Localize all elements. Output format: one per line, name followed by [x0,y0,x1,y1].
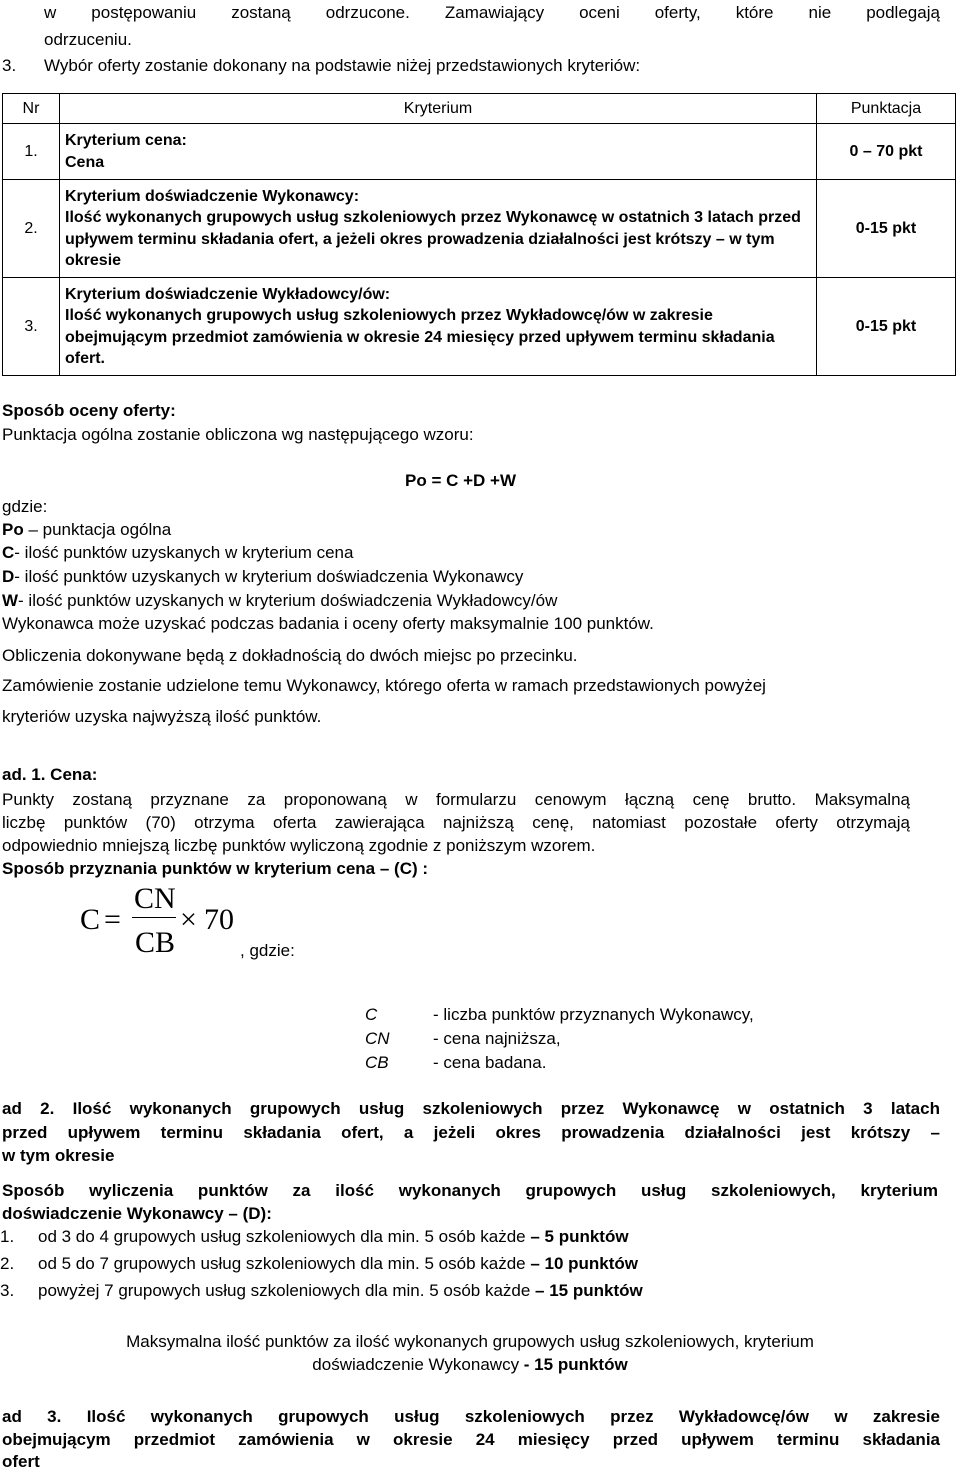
header-points: Punktacja [817,94,956,124]
criterion-title: Kryterium doświadczenie Wykonawcy: [65,188,360,206]
def-symbol: W [2,591,19,610]
formula-lhs: C [80,903,101,936]
scoring-where: gdzie: [2,497,48,516]
list-number: 2. [0,1254,15,1273]
row-points: 0 – 70 pkt [817,124,956,180]
ad2-summary-line-2 [0,1354,940,1377]
criterion-title: Kryterium doświadczenie Wykładowcy/ów: [65,286,391,304]
formula-denominator: CB [135,926,176,959]
list-points: – 15 punktów [530,1281,643,1300]
header-nr: Nr [3,94,60,124]
summary-text: doświadczenie Wykonawcy [312,1355,520,1374]
intro-line-1 [44,2,940,25]
table-row [3,124,956,180]
def-symbol: C [2,543,15,562]
criteria-table [2,93,956,376]
row-nr: 3. [3,278,60,376]
formula-equals: = [104,903,121,936]
def-symbol: D [2,567,15,586]
scoring-award-line-1: Zamówienie zostanie udzielone temu Wykonawcy, którego oferta w ramach przedstawionych powyżej [2,676,766,695]
formula-fraction-bar [132,917,176,918]
ad1-method: Sposób przyznania punktów w kryterium cena – (C) : [2,859,429,878]
intro-word: które [735,3,774,22]
legend-symbol: C [365,1005,378,1024]
intro-word: oferty, [654,3,701,22]
list-item [0,1253,950,1280]
list-text: od 3 do 4 grupowych usług szkoleniowych dla min. 5 osób każde [38,1227,526,1246]
ad2-method-line-1: Sposób wyliczenia punktów za ilość wykonanych grupowych usług szkoleniowych, kryterium [2,1181,938,1200]
criterion-body: Cena [65,153,105,171]
scoring-heading: Sposób oceny oferty: [2,401,176,420]
def-symbol: Po [2,520,24,539]
legend-text: - cena badana. [433,1053,547,1072]
ad1-heading: ad. 1. Cena: [2,765,98,784]
def-text: – punktacja ogólna [23,520,172,539]
criterion-body: Ilość wykonanych grupowych usług szkoleniowych przez Wykonawcę w ostatnich 3 latach przed upływem terminu składania ofert, a jeżeli okres prowadzenia działalności jest krótszy – w tym okresie [65,209,801,269]
formula-factor: 70 [204,903,234,936]
ad2-heading-line-2: przed upływem terminu składania ofert, a jeżeli okres prowadzenia działalności jest krótszy – [2,1123,940,1142]
row-points: 0-15 pkt [817,278,956,376]
intro-word: nie [808,3,832,22]
row-points: 0-15 pkt [817,180,956,278]
intro-word: Zamawiający [444,3,545,22]
scoring-precision: Obliczenia dokonywane będą z dokładnością do dwóch miejsc po przecinku. [2,646,578,665]
ad3-line-1: ad 3. Ilość wykonanych grupowych usług szkoleniowych przez Wykładowcę/ów w zakresie [2,1407,940,1426]
item-text: Wybór oferty zostanie dokonany na podstawie niżej przedstawionych kryteriów: [44,56,641,75]
legend-symbol: CN [365,1029,390,1048]
intro-item-3 [2,55,640,78]
scoring-intro: Punktacja ogólna zostanie obliczona wg następującego wzoru: [2,425,474,444]
list-points: – 10 punktów [525,1254,639,1273]
item-number: 3. [2,56,17,75]
formula-numerator: CN [134,882,176,915]
legend-symbol: CB [365,1053,389,1072]
list-text: od 5 do 7 grupowych usług szkoleniowych dla min. 5 osób każde [38,1254,526,1273]
table-header-row [3,94,956,124]
ad3-line-2: obejmującym przedmiot zamówienia w okresie 24 miesięcy przed upływem terminu składania [2,1430,940,1449]
definition-d [2,566,523,589]
definition-po [2,519,171,542]
table-row [3,180,956,278]
row-nr: 2. [3,180,60,278]
scoring-max: Wykonawca może uzyskać podczas badania i oceny oferty maksymalnie 100 punktów. [2,614,654,633]
legend-row-cb [365,1052,546,1075]
ad2-heading-line-1 [2,1098,940,1121]
intro-word: podlegają [866,3,940,22]
definition-w [2,590,557,613]
list-number: 3. [0,1281,15,1300]
header-criterion: Kryterium [60,94,817,124]
scoring-award-line-2: kryteriów uzyska najwyższą ilość punktów. [2,707,322,726]
def-text: - ilość punktów uzyskanych w kryterium doświadczenia Wykładowcy/ów [18,591,558,610]
row-nr: 1. [3,124,60,180]
intro-word: w [44,3,57,22]
intro-line-2: odrzuceniu. [44,30,132,49]
def-text: - ilość punktów uzyskanych w kryterium cena [14,543,354,562]
intro-word: odrzucone. [325,3,410,22]
list-points: – 5 punktów [525,1227,629,1246]
row-criterion [60,180,817,278]
row-criterion [60,278,817,376]
formula-where: , gdzie: [240,941,295,960]
ad2-summary-line-1: Maksymalna ilość punktów za ilość wykonanych grupowych usług szkoleniowych, kryterium [126,1332,814,1351]
criterion-body: Ilość wykonanych grupowych usług szkoleniowych przez Wykładowcę/ów w zakresie obejmującym przedmiot zamówienia w okresie 24 miesięcy przed upływem terminu składania ofert. [65,307,775,367]
row-criterion [60,124,817,180]
def-text: - ilość punktów uzyskanych w kryterium doświadczenia Wykonawcy [14,567,524,586]
ad1-paragraph-line-2: liczbę punktów (70) otrzyma oferta zawierająca najniższą cenę, natomiast pozostałe oferty otrzymają [2,813,910,832]
ad2-heading-text: Ilość wykonanych grupowych usług szkoleniowych przez Wykonawcę w ostatnich 3 latach [72,1099,940,1118]
intro-word: postępowaniu [91,3,197,22]
ad2-prefix: ad 2. [2,1099,55,1118]
intro-word: zostaną [231,3,291,22]
ad2-method-line-2: doświadczenie Wykonawcy – (D): [2,1204,272,1223]
legend-text: - cena najniższa, [433,1029,561,1048]
legend-text: - liczba punktów przyznanych Wykonawcy, [433,1005,754,1024]
ad1-paragraph-line-3: odpowiednio mniejszą liczbę punktów wyliczoną zgodnie z poniższym wzorem. [2,836,596,855]
legend-row-c [365,1004,754,1027]
ad2-points-list [0,1226,950,1307]
ad3-line-3: ofert [2,1452,40,1471]
ad2-heading-line-3: w tym okresie [2,1146,115,1165]
list-item [0,1280,950,1307]
ad1-paragraph-line-1: Punkty zostaną przyznane za proponowaną w formularzu cenowym łączną cenę brutto. Maksymalną [2,790,910,809]
formula-times: × [180,903,197,936]
list-item [0,1226,950,1253]
criterion-title: Kryterium cena: [65,132,187,150]
scoring-formula: Po = C +D +W [405,471,516,490]
definition-c [2,542,353,565]
list-number: 1. [0,1227,15,1246]
list-text: powyżej 7 grupowych usług szkoleniowych dla min. 5 osób każde [38,1281,531,1300]
legend-row-cn [365,1028,561,1051]
table-row [3,278,956,376]
intro-word: oceni [579,3,620,22]
summary-points: - 15 punktów [519,1355,628,1374]
